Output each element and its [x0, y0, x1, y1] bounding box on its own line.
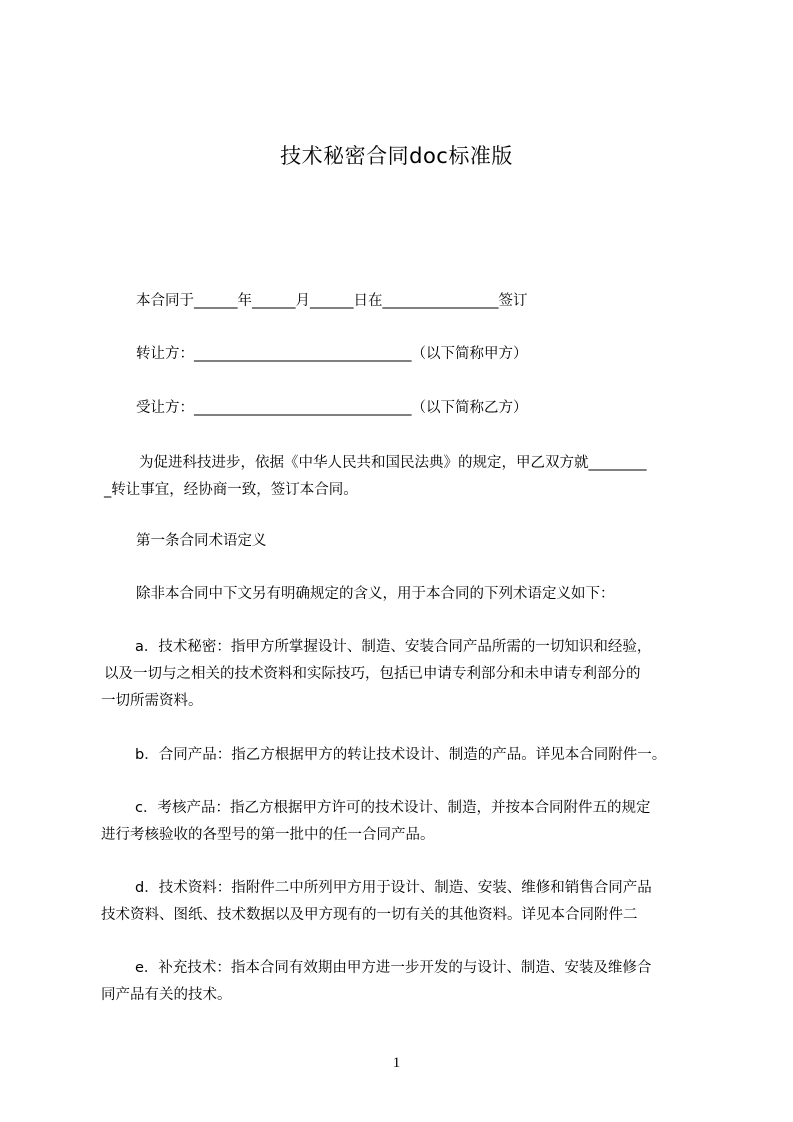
definition-e-line-2: 同产品有关的技术。 [101, 987, 232, 1003]
definition-c-line-1: c．考核产品：指乙方根据甲方许可的技术设计、制造，并按本合同附件五的规定 [135, 800, 651, 816]
document-title: 技术秘密合同doc标准版 [280, 144, 513, 168]
page-number: 1 [392, 1055, 401, 1071]
definition-e-line-1: e．补充技术：指本合同有效期由甲方进一步开发的与设计、制造、安装及维修合 [135, 960, 652, 976]
transferee-line: 受让方：______________________________（以下简称乙方） [136, 400, 528, 416]
definition-d-line-2: 技术资料、图纸、技术数据以及甲方现有的一切有关的其他资料。详见本合同附件二 [101, 907, 638, 923]
definition-a-line-3: 一切所需资料。 [101, 693, 203, 709]
definition-a-line-1: a．技术秘密：指甲方所掌握设计、制造、安装合同产品所需的一切知识和经验， [135, 639, 652, 655]
definition-d-line-1: d．技术资料：指附件二中所列甲方用于设计、制造、安装、维修和销售合同产品 [135, 880, 652, 896]
preamble-line-1: 为促进科技进步，依据《中华人民共和国民法典》的规定，甲乙双方就________ [139, 455, 647, 471]
article1-heading: 第一条合同术语定义 [136, 533, 267, 549]
signing-line: 本合同于______年______月______日在________________签订 [136, 293, 528, 309]
article1-intro: 除非本合同中下文另有明确规定的含义，用于本合同的下列术语定义如下： [136, 586, 615, 602]
definition-a-line-2: 以及一切与之相关的技术资料和实际技巧，包括已申请专利部分和未申请专利部分的 [104, 666, 641, 682]
transferor-line: 转让方：______________________________（以下简称甲方） [136, 346, 528, 362]
definition-c-line-2: 进行考核验收的各型号的第一批中的任一合同产品。 [101, 827, 435, 843]
definition-b-line-1: b．合同产品：指乙方根据甲方的转让技术设计、制造的产品。详见本合同附件一。 [135, 747, 667, 763]
preamble-line-2: _转让事宜，经协商一致，签订本合同。 [104, 482, 358, 498]
